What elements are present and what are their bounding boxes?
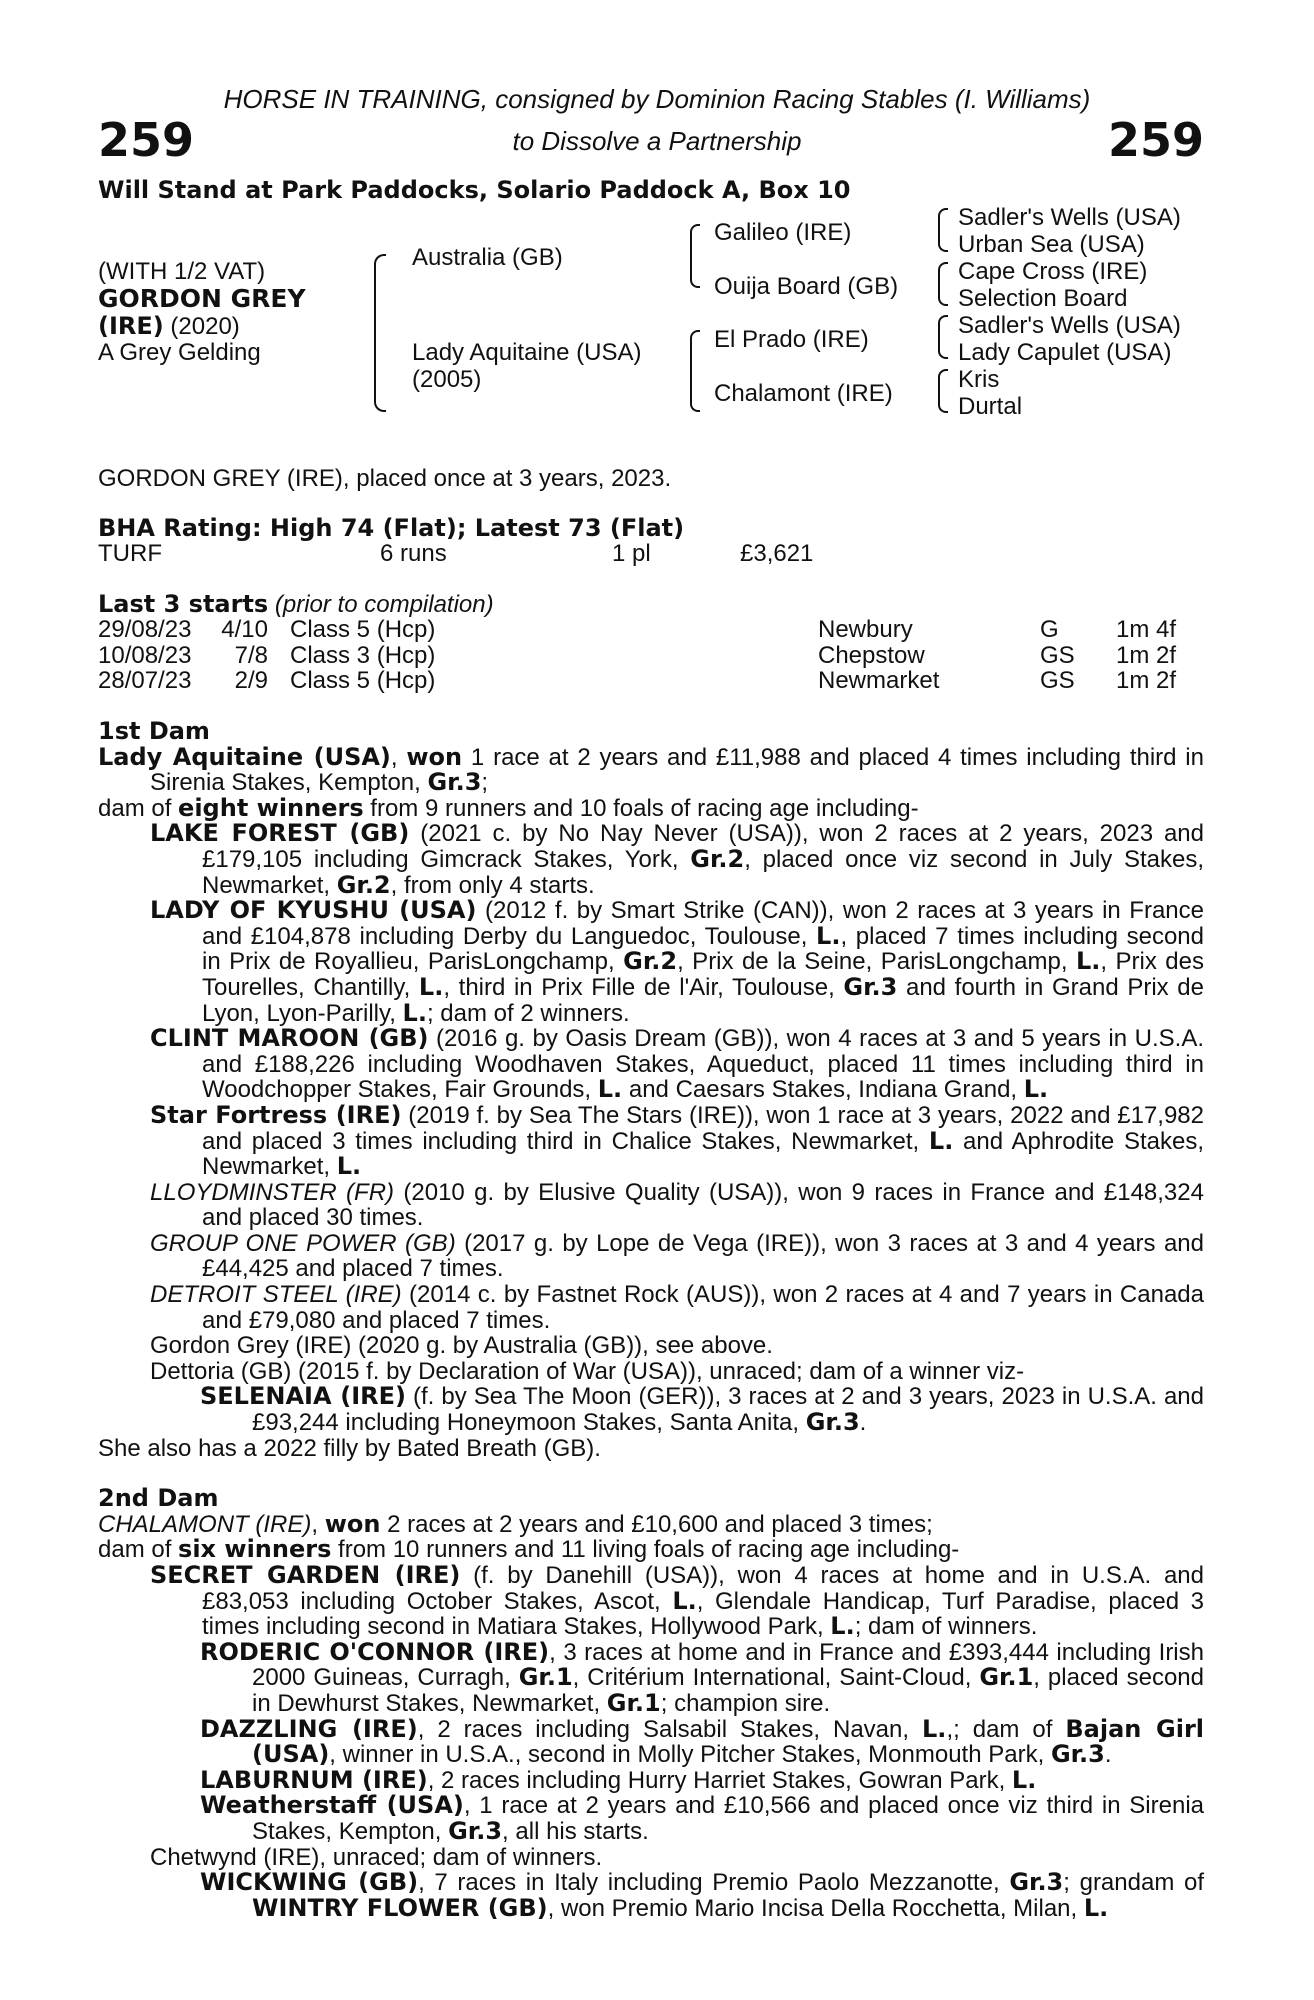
- dam1-record: Lady Aquitaine (USA), won 1 race at 2 years and £11,988 and placed 4 times including third in Sirenia Stakes, Kempton, Gr.3;: [98, 742, 1204, 797]
- produce-text: , 1 race at 2 years and £10,566 and placed once viz third in Sirenia Stakes, Kempton,: [252, 1792, 1204, 1845]
- granddam-paternal: Ouija Board (GB): [714, 273, 899, 300]
- start-course: Chepstow: [818, 641, 925, 669]
- start-pos: 2/9: [234, 667, 268, 694]
- produce-text: , Prix de la Seine, ParisLongchamp,: [677, 948, 1076, 976]
- last-starts-note: (prior to compilation): [268, 591, 494, 618]
- great-grandparent-8: Durtal: [958, 393, 1023, 420]
- produce-text: (2012 f. by Smart Strike (CAN)), won 2 races at 3 years in France and £104,878 including Derby du Languedoc, Toulouse,: [202, 897, 1205, 950]
- start-dist: 1m 2f: [1116, 641, 1177, 669]
- produce-text: , 3 races at home and in France and £393,444 including Irish 2000 Guineas, Curragh,: [252, 1638, 1204, 1692]
- produce-star-fortress: [98, 1100, 1204, 1181]
- start-going: GS: [1040, 641, 1075, 669]
- produce-name: WINTRY FLOWER (GB): [252, 1893, 548, 1922]
- produce-text: , Critérium International, Saint-Cloud,: [572, 1664, 980, 1692]
- dam1-winners: eight winners: [178, 793, 364, 822]
- produce-text: and Aphrodite Stakes, Newmarket,: [202, 1127, 1204, 1181]
- grandsire-maternal: El Prado (IRE): [714, 326, 869, 353]
- great-grandparent-1: Sadler's Wells (USA): [958, 204, 1181, 231]
- pedigree-brace-ggs4: [938, 369, 948, 413]
- produce-grade: L.: [830, 1612, 855, 1641]
- produce-dazzling: [98, 1714, 1205, 1769]
- produce-text: , placed once viz second in July Stakes, Newmarket,: [202, 845, 1204, 899]
- pedigree-brace-ggs1: [938, 208, 948, 252]
- produce-grade: L.: [1011, 1765, 1037, 1794]
- produce-grade: Gr.3: [448, 1816, 503, 1845]
- produce-name: GROUP ONE POWER (GB): [150, 1229, 456, 1257]
- produce-selenaia: [98, 1384, 1204, 1435]
- horse-year: (2020): [163, 313, 240, 340]
- start-date: 28/07/23: [98, 667, 192, 694]
- produce-name: Weatherstaff (USA): [200, 1791, 464, 1820]
- produce-grade: Gr.2: [690, 844, 745, 873]
- horse-name: GORDON GREY: [98, 284, 306, 313]
- produce-grade: Gr.2: [623, 947, 678, 976]
- produce-grade: L.: [1083, 1893, 1109, 1922]
- produce-grade: Gr.3: [805, 1408, 860, 1437]
- produce-weatherstaff: [98, 1793, 1204, 1844]
- pedigree-brace-ggs2: [938, 262, 948, 306]
- produce-name: SECRET GARDEN (IRE): [150, 1561, 461, 1589]
- produce-text: , 2 races including Salsabil Stakes, Navan,: [417, 1715, 923, 1743]
- produce-text: , 2 races including Hurry Harriet Stakes, Gowran Park,: [427, 1766, 1012, 1794]
- produce-grade: L.: [928, 1126, 954, 1155]
- dam2-won: won: [324, 1509, 381, 1538]
- produce-group-one-power: [98, 1231, 1204, 1282]
- produce-text: .: [859, 1409, 867, 1437]
- start-dist: 1m 2f: [1116, 667, 1177, 694]
- produce-gordon-grey: Gordon Grey (IRE) (2020 g. by Australia (GB)), see above.: [150, 1332, 773, 1360]
- consignment-note: to Dissolve a Partnership: [512, 126, 802, 156]
- produce-name: LADY OF KYUSHU (USA): [150, 896, 477, 925]
- rating-runs: 6 runs: [380, 540, 447, 567]
- dam2-dam-of: dam of: [98, 1536, 179, 1564]
- produce-grade: L.: [816, 921, 841, 950]
- produce-laburnum: [98, 1765, 1204, 1794]
- produce-grade: L.: [402, 998, 427, 1027]
- grandsire-paternal: Galileo (IRE): [714, 219, 852, 246]
- start-going: GS: [1040, 667, 1075, 694]
- dam1-won: won: [406, 742, 463, 771]
- dam-records: [98, 719, 1204, 1921]
- produce-wickwing: [98, 1870, 1204, 1921]
- start-class: Class 3 (Hcp): [290, 641, 436, 669]
- produce-lake-forest: [98, 821, 1204, 898]
- start-dist: 1m 4f: [1116, 616, 1177, 643]
- produce-clint-maroon: [98, 1026, 1204, 1103]
- produce-text: (2017 g. by Lope de Vega (IRE)), won 3 races at 3 and 4 years and £44,425 and placed 7 times.: [202, 1229, 1204, 1283]
- horse-origin-year: [98, 312, 240, 341]
- produce-name: DAZZLING (IRE): [200, 1714, 418, 1743]
- dam2-produce-text: from 10 runners and 11 living foals of racing age including-: [331, 1536, 960, 1564]
- produce-name: LABURNUM (IRE): [200, 1765, 428, 1794]
- vat-note: (WITH 1/2 VAT): [98, 258, 266, 285]
- produce-text: (f. by Sea The Moon (GER)), 3 races at 2 and 3 years, 2023 in U.S.A. and £93,244 including Honeymoon Stakes, Santa Anita,: [252, 1383, 1205, 1437]
- dam1-dam-of: dam of: [98, 794, 179, 822]
- produce-grade: L.: [418, 972, 444, 1001]
- produce-grade: L.: [672, 1586, 697, 1615]
- produce-grade: L.: [336, 1152, 362, 1181]
- consignor-line: HORSE IN TRAINING, consigned by Dominion Racing Stables (I. Williams): [223, 84, 1091, 114]
- dam2-record: CHALAMONT (IRE), won 2 races at 2 years and £10,600 and placed 3 times;: [98, 1509, 933, 1538]
- dam1-produce-text: from 9 runners and 10 foals of racing age including-: [363, 794, 919, 822]
- produce-chetwynd: Chetwynd (IRE), unraced; dam of winners.: [150, 1843, 603, 1871]
- produce-grade: Gr.3: [1050, 1740, 1105, 1769]
- produce-text: (2019 f. by Sea The Stars (IRE)), won 1 race at 3 years, 2022 and £17,982 and placed 3 times including third in Chalice Stakes, Newmarket,: [202, 1101, 1204, 1155]
- start-class: Class 5 (Hcp): [290, 667, 436, 694]
- dam2-heading: 2nd Dam: [98, 1484, 219, 1513]
- produce-text: , winner in U.S.A., second in Molly Pitcher Stakes, Monmouth Park,: [329, 1741, 1051, 1769]
- start-going: G: [1040, 616, 1059, 643]
- produce-text: , from only 4 starts.: [390, 871, 595, 899]
- dam: Lady Aquitaine (USA): [412, 339, 642, 366]
- produce-grade: L.: [597, 1075, 623, 1104]
- great-grandparent-5: Sadler's Wells (USA): [958, 312, 1181, 339]
- lot-number-left: 259: [98, 113, 195, 167]
- granddam-maternal: Chalamont (IRE): [714, 380, 893, 407]
- produce-name: LAKE FOREST (GB): [150, 819, 410, 848]
- produce-lady-of-kyushu: [98, 898, 1204, 1026]
- start-course: Newmarket: [818, 667, 940, 694]
- produce-text: ; champion sire.: [660, 1689, 831, 1717]
- produce-text: ; dam of 2 winners.: [426, 999, 630, 1027]
- produce-name: CLINT MAROON (GB): [150, 1024, 429, 1053]
- great-grandparent-4: Selection Board: [958, 285, 1128, 312]
- produce-lloydminster: [98, 1180, 1204, 1231]
- start-pos: 4/10: [221, 616, 268, 643]
- produce-text: ; dam of winners.: [854, 1613, 1038, 1641]
- pedigree-brace-ggs3: [938, 315, 948, 359]
- produce-text: ,; dam of: [946, 1715, 1066, 1743]
- produce-grade: L.: [1075, 947, 1101, 976]
- great-grandparent-2: Urban Sea (USA): [958, 231, 1145, 258]
- dam1-grade: Gr.3: [427, 768, 482, 797]
- race-summary: GORDON GREY (IRE), placed once at 3 years, 2023.: [98, 465, 672, 492]
- great-grandparent-7: Kris: [958, 366, 1000, 393]
- produce-name: RODERIC O'CONNOR (IRE): [200, 1637, 550, 1666]
- horse-origin: (IRE): [98, 312, 164, 340]
- dam1-name: Lady Aquitaine (USA): [98, 742, 391, 771]
- start-date: 10/08/23: [98, 641, 192, 669]
- produce-text: (2014 c. by Fastnet Rock (AUS)), won 2 races at 4 and 7 years in Canada and £79,080 and placed 7 times.: [202, 1281, 1204, 1334]
- start-course: Newbury: [818, 616, 913, 643]
- produce-text: , Prix des Tourelles, Chantilly,: [202, 948, 1204, 1001]
- produce-grade: Gr.2: [336, 870, 391, 899]
- dam1-text: 1 race at 2 years and £11,988 and placed 4 times including third in Sirenia Stakes, Kempton,: [150, 743, 1204, 797]
- dam1-closing: She also has a 2022 filly by Bated Breath (GB).: [98, 1434, 601, 1462]
- horse-description: A Grey Gelding: [98, 339, 261, 366]
- start-class: Class 5 (Hcp): [290, 616, 436, 643]
- produce-text: and fourth in Grand Prix de Lyon, Lyon-Parilly,: [202, 973, 1204, 1027]
- produce-name: DETROIT STEEL (IRE): [150, 1281, 402, 1309]
- produce-name: WICKWING (GB): [200, 1868, 419, 1897]
- produce-grade: L.: [922, 1714, 947, 1743]
- produce-grade: Gr.3: [843, 972, 898, 1001]
- produce-detroit-steel: [98, 1282, 1204, 1333]
- dam-year: (2005): [412, 366, 482, 393]
- produce-text: .: [1104, 1741, 1112, 1769]
- produce-roderic-oconnor: [98, 1637, 1205, 1717]
- produce-name: SELENAIA (IRE): [200, 1382, 406, 1411]
- dam2-text: 2 races at 2 years and £10,600 and placed 3 times;: [380, 1510, 933, 1538]
- start-pos: 7/8: [234, 641, 268, 669]
- produce-name: LLOYDMINSTER (FR): [150, 1178, 395, 1206]
- produce-text: , all his starts.: [502, 1817, 649, 1845]
- produce-grade: Gr.1: [606, 1688, 661, 1717]
- produce-text: and Caesars Stakes, Indiana Grand,: [622, 1076, 1024, 1104]
- last-starts-title: Last 3 starts: [98, 590, 269, 618]
- produce-text: , Glendale Handicap, Turf Paradise, placed 3 times including second in Matiara Stakes, Hollywood Park,: [202, 1587, 1204, 1641]
- produce-text: (2016 g. by Oasis Dream (GB)), won 4 races at 3 and 5 years in U.S.A. and £188,226 including Woodhaven Stakes, Aqueduct, placed 11 times including third in Woodchopper Stakes, Fair Grounds,: [202, 1025, 1204, 1104]
- produce-text: , placed 7 times including second in Prix de Royallieu, ParisLongchamp,: [202, 922, 1204, 976]
- produce-text: (f. by Danehill (USA)), won 4 races at home and in U.S.A. and £83,053 including October Stakes, Ascot,: [202, 1562, 1204, 1615]
- rating-earnings: £3,621: [740, 540, 814, 567]
- produce-grade: Gr.3: [1009, 1868, 1064, 1897]
- last-starts-heading: [98, 590, 494, 619]
- produce-secret-garden: [98, 1563, 1204, 1640]
- stand-location: Will Stand at Park Paddocks, Solario Paddock A, Box 10: [98, 176, 851, 204]
- produce-name: Bajan Girl (USA): [252, 1714, 1205, 1769]
- sire: Australia (GB): [412, 244, 563, 271]
- produce-grade: L.: [1023, 1075, 1049, 1104]
- dam1-heading: 1st Dam: [98, 717, 210, 745]
- produce-text: ; grandam of: [1063, 1869, 1204, 1897]
- produce-text: , 7 races in Italy including Premio Paolo Mezzanotte,: [418, 1869, 1010, 1897]
- pedigree-brace-dam: [690, 330, 700, 412]
- produce-text: (2010 g. by Elusive Quality (USA)), won 9 races in France and £148,324 and placed 30 times.: [202, 1178, 1204, 1232]
- start-date: 29/08/23: [98, 616, 192, 643]
- great-grandparent-6: Lady Capulet (USA): [958, 339, 1172, 366]
- dam1-produce-intro: [98, 793, 1204, 822]
- rating-placed: 1 pl: [612, 540, 651, 567]
- dam1-text-end: ;: [481, 769, 489, 797]
- bha-rating: BHA Rating: High 74 (Flat); Latest 73 (Flat): [98, 514, 685, 542]
- pedigree-brace-sire: [690, 224, 700, 288]
- produce-text: , won Premio Mario Incisa Della Rocchetta, Milan,: [547, 1894, 1084, 1922]
- pedigree-brace-main: [374, 254, 386, 412]
- produce-name: Star Fortress (IRE): [150, 1100, 402, 1129]
- produce-grade: Gr.1: [979, 1663, 1034, 1692]
- produce-text: (2021 c. by No Nay Never (USA)), won 2 races at 2 years, 2023 and £179,105 including Gimcrack Stakes, York,: [202, 820, 1204, 873]
- produce-text: , third in Prix Fille de l'Air, Toulouse,: [443, 973, 844, 1001]
- great-grandparent-3: Cape Cross (IRE): [958, 258, 1148, 285]
- dam2-winners: six winners: [178, 1535, 332, 1564]
- produce-dettoria: Dettoria (GB) (2015 f. by Declaration of War (USA)), unraced; dam of a winner viz-: [150, 1357, 1025, 1385]
- produce-grade: Gr.1: [518, 1663, 573, 1692]
- dam2-produce-intro: [98, 1537, 1204, 1563]
- produce-text: , placed second in Dewhurst Stakes, Newmarket,: [252, 1664, 1205, 1717]
- rating-surface: TURF: [98, 540, 162, 567]
- lot-number-right: 259: [1107, 113, 1204, 167]
- dam2-name: CHALAMONT (IRE): [98, 1510, 312, 1538]
